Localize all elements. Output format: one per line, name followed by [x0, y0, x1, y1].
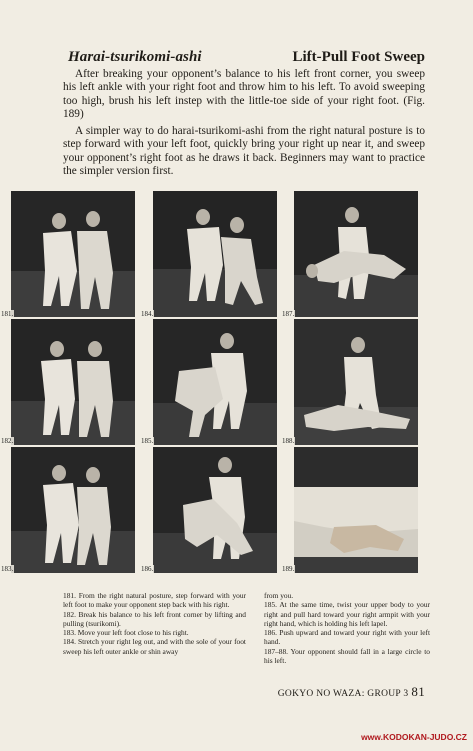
page-title-english: Lift-Pull Foot Sweep	[292, 49, 425, 65]
footer-section: GOKYO NO WAZA: GROUP 3	[277, 689, 409, 699]
figure-number: 185.	[141, 437, 154, 445]
figure-photo-183	[11, 447, 135, 573]
caption-187-88: 187–88. Your opponent should fall in a large circle to his left.	[264, 646, 430, 666]
figure-number: 183.	[1, 565, 14, 573]
body-paragraph-1: After breaking your opponent’s balance to his left front corner, you sweep his left ankle with your right foot and throw him to his left. To avoid sweeping too high, brush his left instep with the little-toe side of your right foot. (Fig. 189)	[63, 68, 425, 121]
figure-photo-184	[153, 191, 277, 317]
figure-photo-185	[153, 319, 277, 445]
caption-column-right	[264, 591, 430, 665]
figure-number: 181.	[1, 310, 14, 318]
figure-photo-182	[11, 319, 135, 445]
figure-photo-188	[294, 319, 418, 445]
figure-photo-186	[153, 447, 277, 573]
page-number: 81	[411, 684, 425, 699]
figure-number: 188.	[282, 437, 295, 445]
figure-photo-181	[11, 191, 135, 317]
caption-184-continued: from you.	[264, 591, 294, 600]
page-footer	[278, 684, 425, 700]
caption-184: 184. Stretch your right leg out, and with the sole of your foot sweep his left outer ankle or shin away	[63, 637, 246, 656]
caption-181: 181. From the right natural posture, step forward with your left foot to make your opponent step back with his right.	[63, 591, 246, 610]
figure-photo-187	[294, 191, 418, 317]
figure-number: 184.	[141, 310, 154, 318]
caption-column-left	[63, 591, 246, 656]
figure-photo-189	[294, 447, 418, 573]
figure-number: 186.	[141, 565, 154, 573]
caption-185: 185. At the same time, twist your upper body to your right and pull hard toward your right armpit with your right hand, which is holding his left lapel.	[264, 600, 430, 628]
body-paragraph-2: A simpler way to do harai-tsurikomi-ashi from the right natural posture is to step forward with your left foot, quickly bring your right up near it, and sweep your opponent’s right foot as he draws it back. Beginners may want to practice the simpler version first.	[63, 125, 425, 178]
caption-186: 186. Push upward and toward your right with your left hand.	[264, 628, 430, 647]
caption-183: 183. Move your left foot close to his right.	[63, 628, 189, 638]
watermark: www.KODOKAN-JUDO.CZ	[361, 732, 467, 742]
figure-number: 189.	[282, 565, 295, 573]
page-title-japanese: Harai-tsurikomi-ashi	[68, 49, 202, 65]
figure-number: 187.	[282, 310, 295, 318]
caption-182: 182. Break his balance to his left front corner by lifting and pulling (tsurikomi).	[63, 609, 246, 628]
figure-number: 182.	[1, 437, 14, 445]
